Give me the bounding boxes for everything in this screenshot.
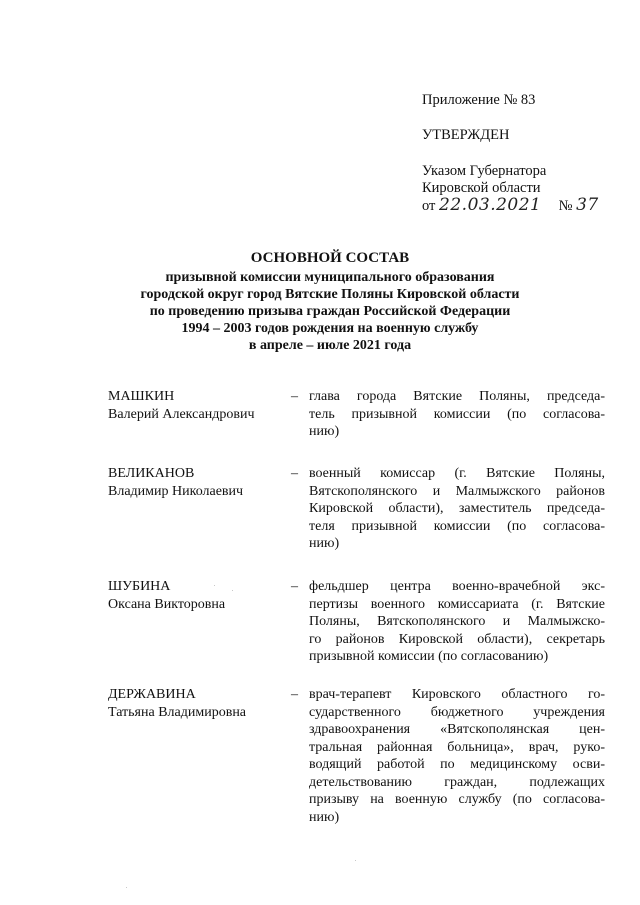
- appendix-label: [422, 92, 535, 109]
- member-surname: МАШКИН: [108, 389, 175, 404]
- date-prefix: от: [422, 198, 436, 214]
- member-dash: –: [291, 687, 298, 702]
- member-given-name: Татьяна Владимировна: [108, 704, 247, 720]
- member-names: [108, 465, 278, 500]
- approved-word: УТВЕРЖДЕН: [422, 127, 510, 143]
- role-line: Кировской области), заместитель председа-: [309, 501, 605, 516]
- approval-stamp: [422, 127, 509, 144]
- title-main: ОСНОВНОЙ СОСТАВ: [250, 250, 410, 266]
- decree-date-row: [422, 197, 599, 215]
- role-line: фельдшер центра военно-врачебной экс-: [309, 579, 605, 594]
- role-line: здравоохранения «Вятскополянская цен-: [309, 722, 605, 737]
- title-line: призывной комиссии муниципального образования: [165, 270, 495, 285]
- role-line: призывной комиссии (по согласованию): [309, 649, 549, 664]
- member-role: [309, 686, 605, 826]
- number-prefix: №: [558, 198, 573, 214]
- title-line: по проведению призыва граждан Российской Федерации: [149, 304, 511, 319]
- decree-reference: [422, 163, 599, 215]
- member-dash: –: [291, 579, 298, 594]
- role-line: Поляны, Вятскополянского и Малмыжско-: [309, 614, 605, 629]
- handwritten-date: 22.03.2021: [439, 195, 542, 215]
- role-line: глава города Вятские Поляны, председа-: [309, 389, 605, 404]
- member-surname: ВЕЛИКАНОВ: [108, 466, 195, 481]
- role-line: пертизы военного комиссариата (г. Вятские: [309, 596, 605, 612]
- member-names: [108, 686, 278, 721]
- decree-line-1: Указом Губернатора: [422, 163, 547, 179]
- role-line: теля призывной комиссии (по согласова-: [309, 518, 605, 534]
- scan-speck: [214, 585, 215, 586]
- member-role: [309, 465, 605, 553]
- member-role: [309, 578, 605, 666]
- role-line: нию): [309, 424, 340, 439]
- role-line: Вятскополянского и Малмыжского районов: [309, 483, 605, 499]
- title-line: в апреле – июле 2021 года: [248, 338, 412, 353]
- scan-speck: [232, 590, 233, 591]
- member-given-name: Оксана Викторовна: [108, 596, 226, 612]
- handwritten-number: 37: [576, 195, 599, 215]
- title-line: 1994 – 2003 годов рождения на военную службу: [181, 321, 479, 336]
- role-line: тель призывной комиссии (по согласова-: [309, 406, 605, 422]
- scan-speck: [126, 887, 127, 888]
- role-line: тральная районная больница», врач, руко-: [309, 739, 605, 755]
- member-role: [309, 388, 605, 441]
- role-line: врач-терапевт Кировского областного го-: [309, 687, 605, 702]
- role-line: го районов Кировской области), секретарь: [309, 631, 605, 647]
- role-line: военный комиссар (г. Вятские Поляны,: [309, 466, 605, 481]
- role-line: нию): [309, 536, 340, 551]
- role-line: нию): [309, 809, 340, 825]
- scan-speck: [355, 860, 356, 861]
- member-surname: ДЕРЖАВИНА: [108, 687, 196, 702]
- member-given-name: Владимир Николаевич: [108, 483, 244, 499]
- member-given-name: Валерий Александрович: [108, 406, 255, 422]
- role-line: водящий работой по медицинскому осви-: [309, 757, 605, 772]
- member-dash: –: [291, 466, 298, 481]
- member-names: [108, 388, 278, 423]
- role-line: призыву на военную службу (по согласова-: [309, 792, 605, 807]
- role-line: детельствованию граждан, подлежащих: [309, 774, 605, 790]
- member-names: [108, 578, 278, 613]
- role-line: сударственного бюджетного учреждения: [309, 704, 605, 720]
- title-line: городской округ город Вятские Поляны Кировской области: [140, 287, 520, 302]
- decree-line-2: Кировской области: [422, 180, 541, 196]
- document-title: [60, 249, 600, 354]
- appendix-number: Приложение № 83: [422, 92, 536, 108]
- member-surname: ШУБИНА: [108, 579, 171, 594]
- member-dash: –: [291, 389, 298, 404]
